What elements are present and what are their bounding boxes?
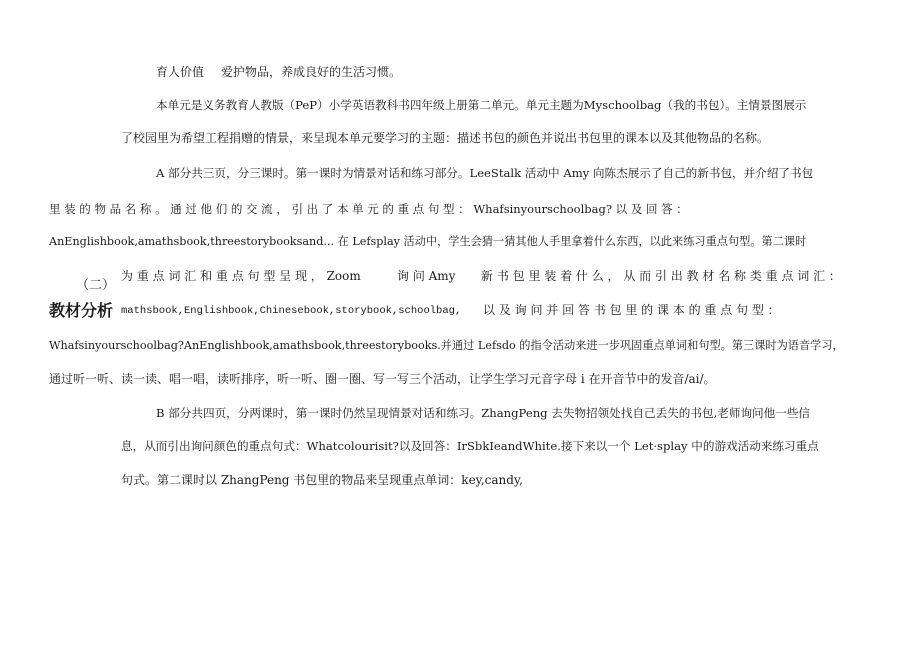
value-label: 育人价值	[156, 65, 205, 79]
para2-line4c: 新 书 包 里 装 着 什 么 ， 从 而 引 出 教 材 名 称 类 重 点 词 汇 ：	[481, 269, 841, 283]
para2-line6: Whafsinyourschoolbag?AnEnglishbook,amathsbook,threestorybooks.并通过 Lefsdo 的指令活动来进一步巩固重点单词和句型。第三课时为语音学习，	[49, 339, 844, 352]
para2-line4b: 询 问 Amy	[397, 269, 456, 283]
para2-line5a: mathsbook,Englishbook,Chinesebook,storybook,schoolbag,	[121, 305, 462, 317]
para3-line3: 句式。第二课时以 ZhangPeng 书包里的物品来呈现重点单词：key,candy,	[121, 473, 523, 487]
para2-line3: AnEnglishbook,amathsbook,threestorybooksand... 在 Lefsplay 活动中，学生会猜一猜其他人手里拿着什么东西，以此来练习重点句型。第二课时	[49, 235, 807, 248]
para1-line2: 了校园里为希望工程捐赠的情景，来呈现本单元要学习的主题：描述书包的颜色并说出书包里的课本以及其他物品的名称。	[121, 131, 770, 145]
para2-line5b: 以 及 询 问 并 回 答 书 包 里 的 课 本 的 重 点 句 型 ：	[483, 303, 780, 317]
section-number: （二）	[76, 278, 116, 293]
section-title: 教材分析	[49, 301, 114, 320]
para3-line2: 息，从而引出询问颜色的重点句式：Whatcolourisit?以及回答：IrSbkIeandWhite.接下来以一个 Let·splay 中的游戏活动来练习重点	[121, 439, 819, 453]
value-text: 爱护物品，养成良好的生活习惯。	[221, 65, 402, 79]
para2-line4a: 为 重 点 词 汇 和 重 点 句 型 呈 现 ， Zoom	[121, 269, 361, 283]
para1-line1: 本单元是义务教育人教版（PeP）小学英语教科书四年级上册第二单元。单元主题为Myschoolbag（我的书包）。主情景图展示	[156, 98, 807, 112]
para3-line1: B 部分共四页，分两课时，第一课时仍然呈现情景对话和练习。ZhangPeng 去失物招领处找自己丢失的书包,老师询问他一些信	[156, 406, 811, 420]
para2-line1: A 部分共三页，分三课时。第一课时为情景对话和练习部分。LeeStalk 活动中 Amy 向陈杰展示了自己的新书包，并介绍了书包	[156, 166, 814, 180]
para2-line2: 里 装 的 物 品 名 称 。 通 过 他 们 的 交 流 ， 引 出 了 本 单 元 的 重 点 句 型 ： Whafsinyourschoolbag? 以 及 回 答 ：	[49, 202, 688, 216]
para2-line7: 通过听一听、读一读、唱一唱，读听排序，听一听、圈一圈、写一写三个活动，让学生学习元音字母 i 在开音节中的发音/ai/。	[49, 372, 716, 386]
